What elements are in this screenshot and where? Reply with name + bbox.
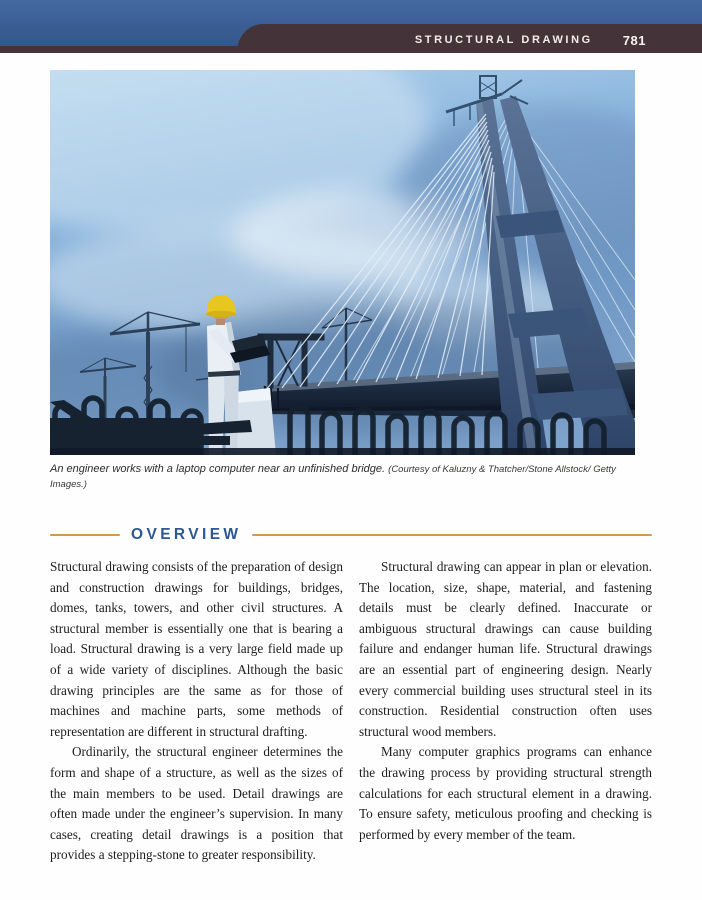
header-title-bar (237, 24, 702, 53)
overview-heading-row (50, 524, 652, 546)
figure-caption (50, 462, 628, 492)
body-columns (50, 557, 652, 866)
caption-text: An engineer works with a laptop computer near an unfinished bridge. (50, 463, 386, 475)
right-column (359, 557, 652, 866)
paragraph: Structural drawing consists of the preparation of design and construction drawings for buildings, bridges, domes, tanks, towers, and other civil structures. A structural member is essentially one that is bearing a load. Structural drawing is a very large field made up of a wide variety of disciplines. Although the basic drawing principles are the same as for those of machines and machine parts, some methods of representation are different in structural drafting. (50, 559, 343, 739)
left-column (50, 557, 343, 866)
caption-credit: (Courtesy of Kaluzny & Thatcher/Stone Allstock/ Getty Images.) (50, 464, 616, 490)
paragraph: Ordinarily, the structural engineer determines the form and shape of a structure, as well as the sizes of the main members to be used. Detail drawings are often made under the engineer’s supervision. In many cases, creating detail drawings is a position that provides a stepping-stone to greater responsibility. (50, 744, 343, 863)
bridge-photo (50, 70, 635, 455)
paragraph: Many computer graphics programs can enhance the drawing process by providing structural strength calculations for each structural element in a drawing. To ensure safety, meticulous proofing and checking is performed by every member of the team. (359, 744, 652, 842)
bridge-photo-illustration (50, 70, 635, 455)
overview-section (50, 524, 652, 866)
paragraph: Structural drawing can appear in plan or elevation. The location, size, shape, material, and fastening details must be clearly defined. Inaccurate or ambiguous structural drawings can cause building failure and endanger human life. Structural drawings are an essential part of engineering design. Nearly every commercial building uses structural steel in its construction. Residential construction often uses structural wood members. (359, 559, 652, 739)
page-number: 781 (622, 32, 646, 48)
figure-block (50, 70, 635, 492)
heading-rule-left (50, 534, 120, 536)
overview-heading: OVERVIEW (131, 526, 242, 543)
heading-rule-right (252, 534, 652, 536)
chapter-title: STRUCTURAL DRAWING (414, 34, 593, 46)
page-header (0, 0, 702, 54)
